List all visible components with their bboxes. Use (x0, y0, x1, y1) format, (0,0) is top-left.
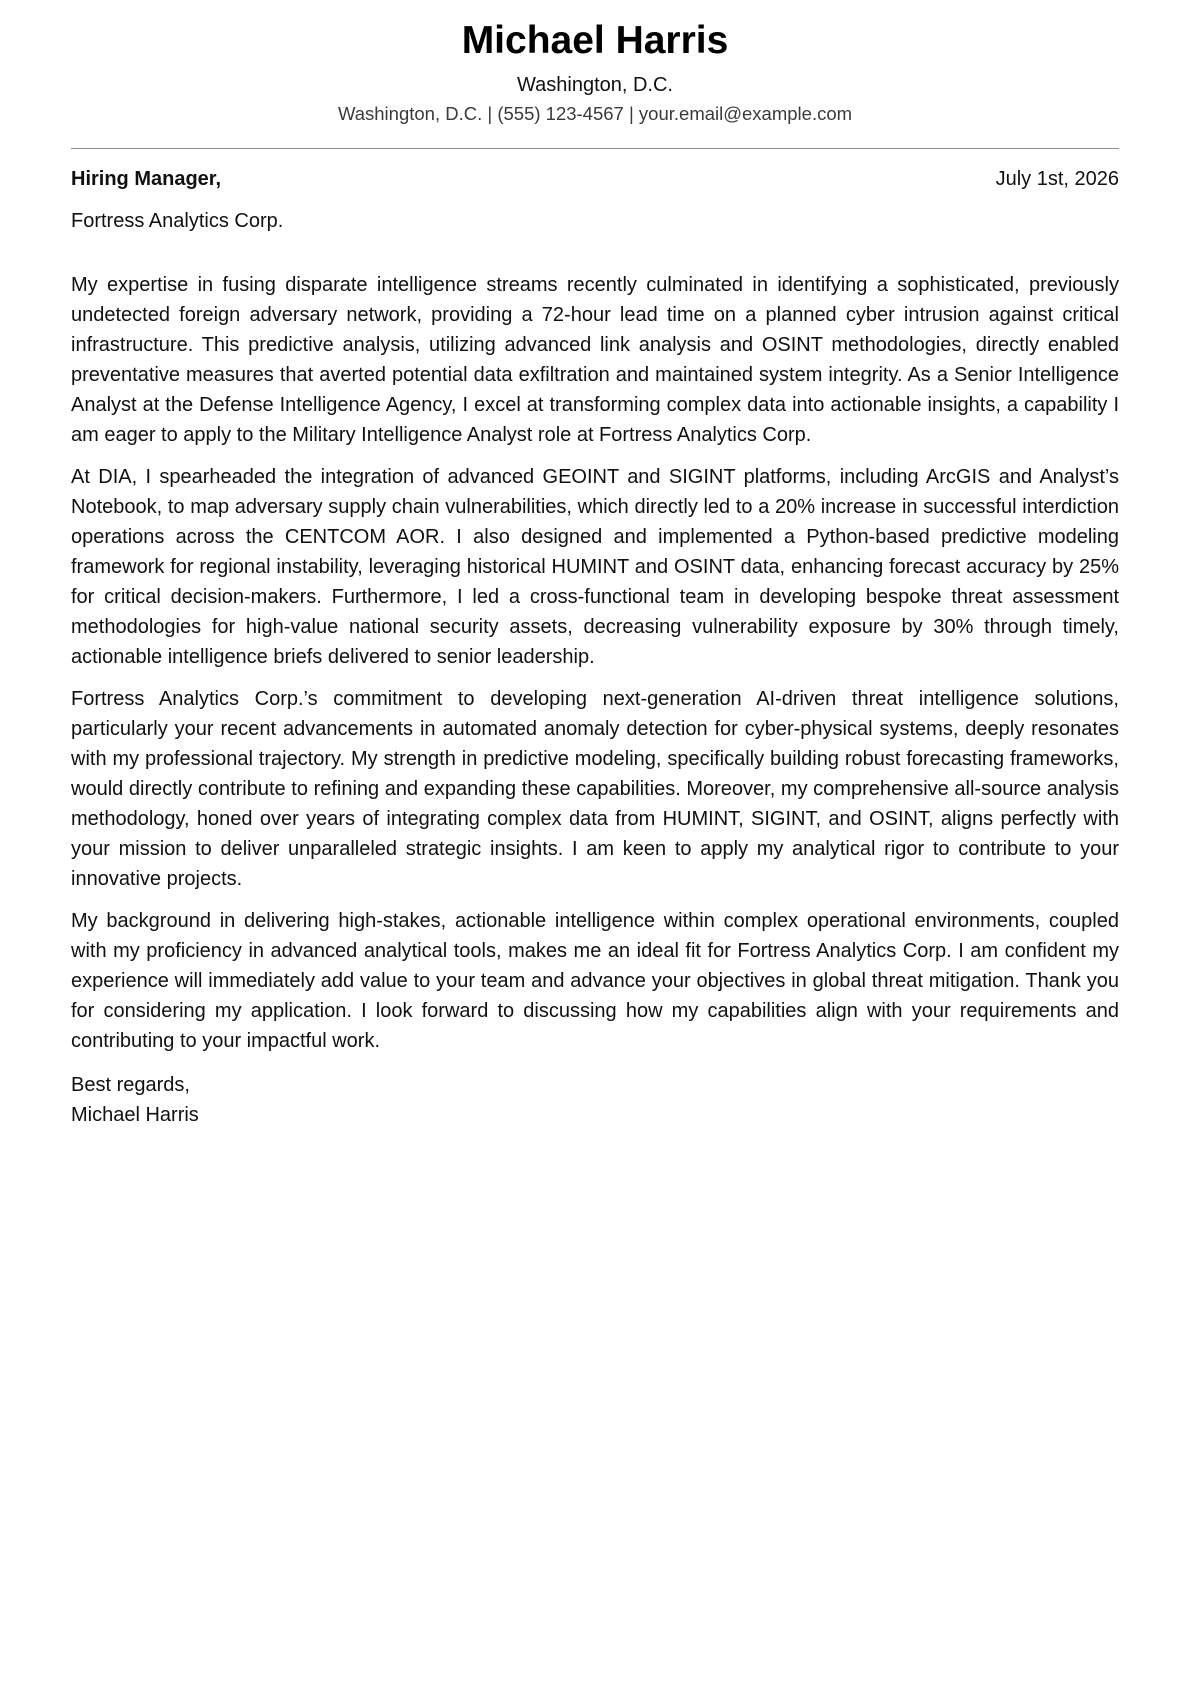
salutation: Hiring Manager, (71, 168, 222, 190)
recipient-company: Fortress Analytics Corp. (71, 210, 284, 232)
closing-phrase: Best regards, (71, 1074, 190, 1096)
applicant-name: Michael Harris (461, 19, 729, 62)
letter-body (71, 270, 1119, 1056)
applicant-location: Washington, D.C. (517, 74, 673, 96)
body-paragraph: At DIA, I spearheaded the integration of advanced GEOINT and SIGINT platforms, including ArcGIS and Analyst’s Notebook, to map adversary supply chain vulnerabilities, which directly led to a 20% increase in successful interdiction operations across the CENTCOM AOR. I also designed and implemented a Python-based predictive modeling framework for regional instability, leveraging historical HUMINT and OSINT data, enhancing forecast accuracy by 25% for critical decision-makers. Furthermore, I led a cross-functional team in developing bespoke threat assessment methodologies for high-value national security assets, decreasing vulnerability exposure by 30% through timely, actionable intelligence briefs delivered to senior leadership. (71, 466, 1119, 668)
letter-date: July 1st, 2026 (995, 168, 1119, 190)
salutation-date-row (71, 164, 1119, 194)
body-paragraph: My background in delivering high-stakes, actionable intelligence within complex operational environments, coupled with my proficiency in advanced analytical tools, makes me an ideal fit for Fortress Analytics Corp. I am confident my experience will immediately add value to your team and advance your objectives in global threat mitigation. Thank you for considering my application. I look forward to discussing how my capabilities align with your requirements and contributing to your impactful work. (71, 910, 1119, 1052)
letter-header (71, 0, 1119, 128)
signature-name: Michael Harris (71, 1104, 199, 1126)
body-paragraph: My expertise in fusing disparate intelligence streams recently culminated in identifying a sophisticated, previously undetected foreign adversary network, providing a 72-hour lead time on a planned cyber intrusion against critical infrastructure. This predictive analysis, utilizing advanced link analysis and OSINT methodologies, directly enabled preventative measures that averted potential data exfiltration and maintained system integrity. As a Senior Intelligence Analyst at the Defense Intelligence Agency, I excel at transforming complex data into actionable insights, a capability I am eager to apply to the Military Intelligence Analyst role at Fortress Analytics Corp. (71, 274, 1119, 446)
header-divider (71, 148, 1119, 149)
letter-closing (71, 1070, 1119, 1130)
body-paragraph: Fortress Analytics Corp.’s commitment to developing next-generation AI-driven threat intelligence solutions, particularly your recent advancements in automated anomaly detection for cyber-physical systems, deeply resonates with my professional trajectory. My strength in predictive modeling, specifically building robust forecasting frameworks, would directly contribute to refining and expanding these capabilities. Moreover, my comprehensive all-source analysis methodology, honed over years of integrating complex data from HUMINT, SIGINT, and OSINT, aligns perfectly with your mission to deliver unparalleled strategic insights. I am keen to apply my analytical rigor to contribute to your innovative projects. (71, 688, 1119, 890)
contact-line: Washington, D.C. | (555) 123-4567 | your.email@example.com (337, 103, 853, 124)
